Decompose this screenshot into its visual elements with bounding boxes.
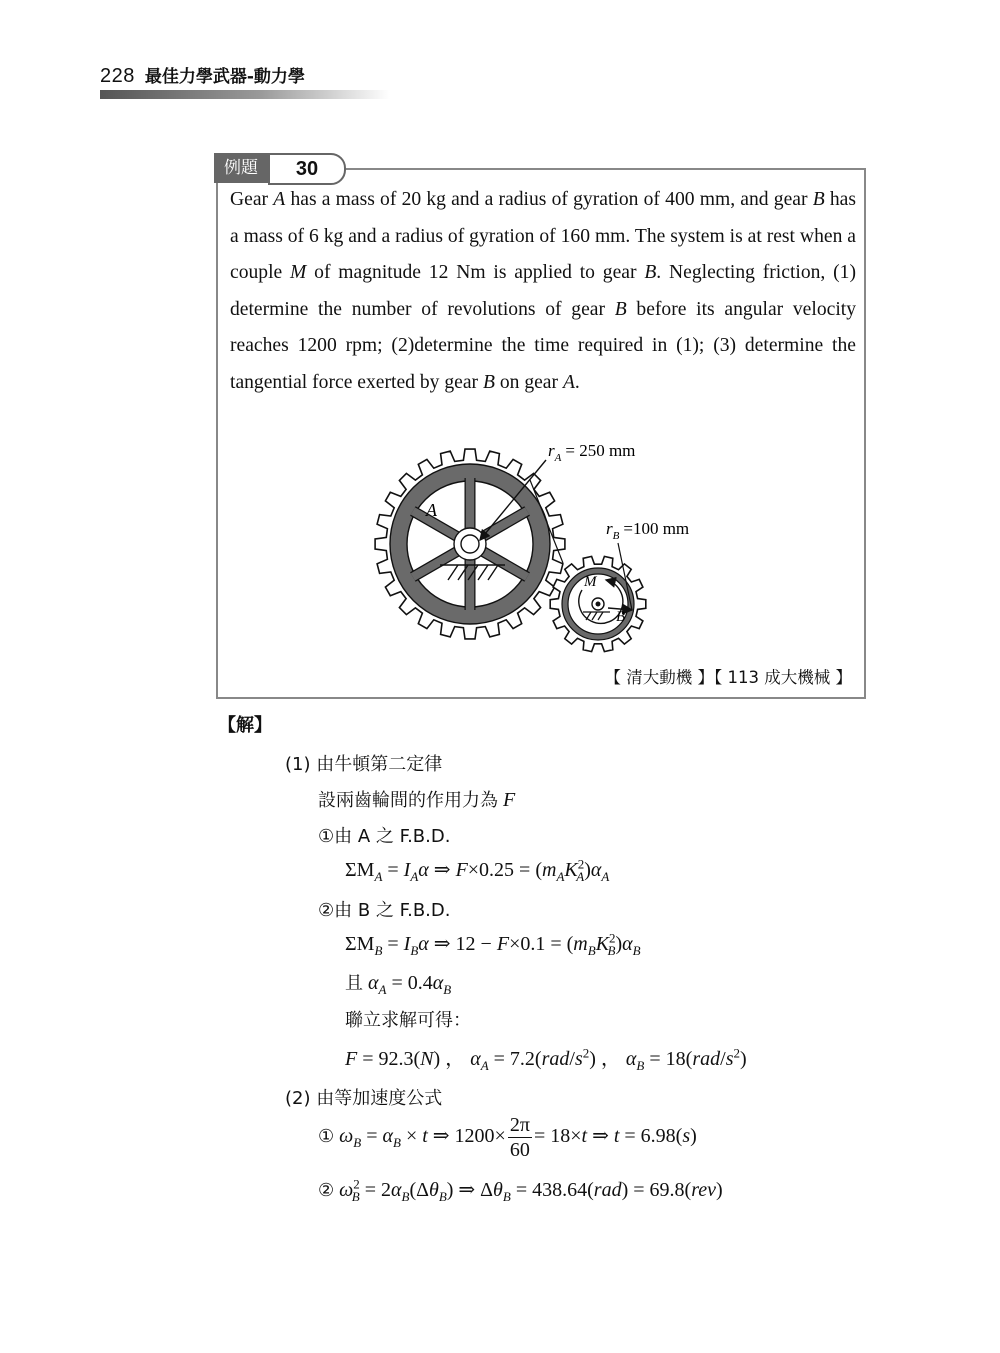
gear-a-label: A	[426, 500, 437, 520]
part2-title: (2) 由等加速度公式	[285, 1088, 443, 1109]
part1-title: (1) 由牛頓第二定律	[285, 754, 443, 775]
equation-moment-b: $\Sigma M_B = I_B\alpha$ ⇒ $12 - F\times 0.1 = (m_BK^2_B)\alpha_B$	[345, 930, 641, 958]
rb-label	[606, 519, 689, 542]
problem-text: before its angular velocity reaches 1200 rpm; (2)determine the time required in (1); (3) determine the tangential force exerted by gear	[230, 298, 856, 393]
part1-results: F = 92.3(N) ， $\alpha_A = 7.2(rad/s^2)$ ， $\alpha_B = 18(rad/s^2)$	[345, 1045, 747, 1073]
problem-variable: B	[812, 189, 825, 210]
problem-text: has a mass of 6 kg and a radius of gyration of 160 mm. The system is at rest when a couple	[230, 189, 857, 283]
problem-text: . Neglecting friction, (1) determine the number of revolutions of gear	[230, 262, 856, 320]
example-label: 例題	[214, 153, 268, 183]
problem-variable: B	[614, 298, 627, 320]
problem-variable: A	[562, 371, 575, 393]
problem-text: of magnitude 12 Nm is applied to gear	[306, 262, 645, 283]
problem-text: Gear	[230, 189, 274, 210]
page-number: 228	[100, 65, 135, 87]
problem-variable: M	[290, 262, 307, 283]
solution-label: 【解】	[218, 715, 272, 736]
problem-variable: B	[644, 262, 657, 283]
gear-figure	[370, 440, 710, 660]
equation-moment-a: $\Sigma M_A = I_A\alpha$ ⇒ $F\times 0.25 = (m_AK^2_A)\alpha_A$	[345, 856, 610, 884]
gear-b-label: B	[616, 609, 626, 625]
page-header	[100, 62, 305, 88]
part1-solve: 聯立求解可得：	[345, 1010, 471, 1031]
equation-kinematic-link: 且 $\alpha_A = 0.4\alpha_B$	[345, 972, 452, 997]
problem-source: 【 清大動機 】【 113 成大機械 】	[604, 668, 852, 687]
ra-sub: A	[554, 452, 562, 464]
ra-label	[548, 441, 635, 464]
ra-symbol: r	[548, 441, 555, 460]
fraction-2pi-60: $\frac{2\pi}{60}$	[509, 1114, 530, 1161]
problem-variable: A	[273, 189, 286, 210]
part1-step2: ②由 B 之 F.B.D.	[318, 900, 451, 921]
book-title: 最佳力學武器-動力學	[144, 67, 305, 87]
part1-step1: ①由 A 之 F.B.D.	[318, 826, 451, 847]
problem-statement	[230, 182, 856, 401]
equation-time: ① $\omega_B = \alpha_B \times t$ ⇒ 1200× $\frac{2\pi}{60}$ = 18×t ⇒ t = 6.98(s)	[318, 1114, 697, 1161]
rb-sub: B	[612, 530, 620, 542]
part1-line1: 設兩齒輪間的作用力為 F	[318, 789, 516, 811]
ra-value: = 250 mm	[565, 441, 636, 460]
header-rule	[100, 90, 390, 99]
problem-variable: B	[482, 371, 495, 393]
gear-a	[375, 449, 565, 639]
couple-label: M	[584, 574, 597, 590]
rb-value: =100 mm	[623, 519, 690, 538]
problem-text: on gear	[494, 371, 563, 393]
rb-symbol: r	[606, 519, 613, 538]
gear-b	[550, 556, 646, 651]
equation-revolutions: ② $\omega^2_B = 2\alpha_B(\Delta\theta_B)$ ⇒ $\Delta\theta_B = 438.64(rad) = 69.8(rev)$	[318, 1176, 723, 1204]
problem-text: has a mass of 20 kg and a radius of gyration of 400 mm, and gear	[285, 189, 813, 210]
problem-text: .	[574, 371, 580, 393]
example-number: 30	[268, 153, 346, 185]
